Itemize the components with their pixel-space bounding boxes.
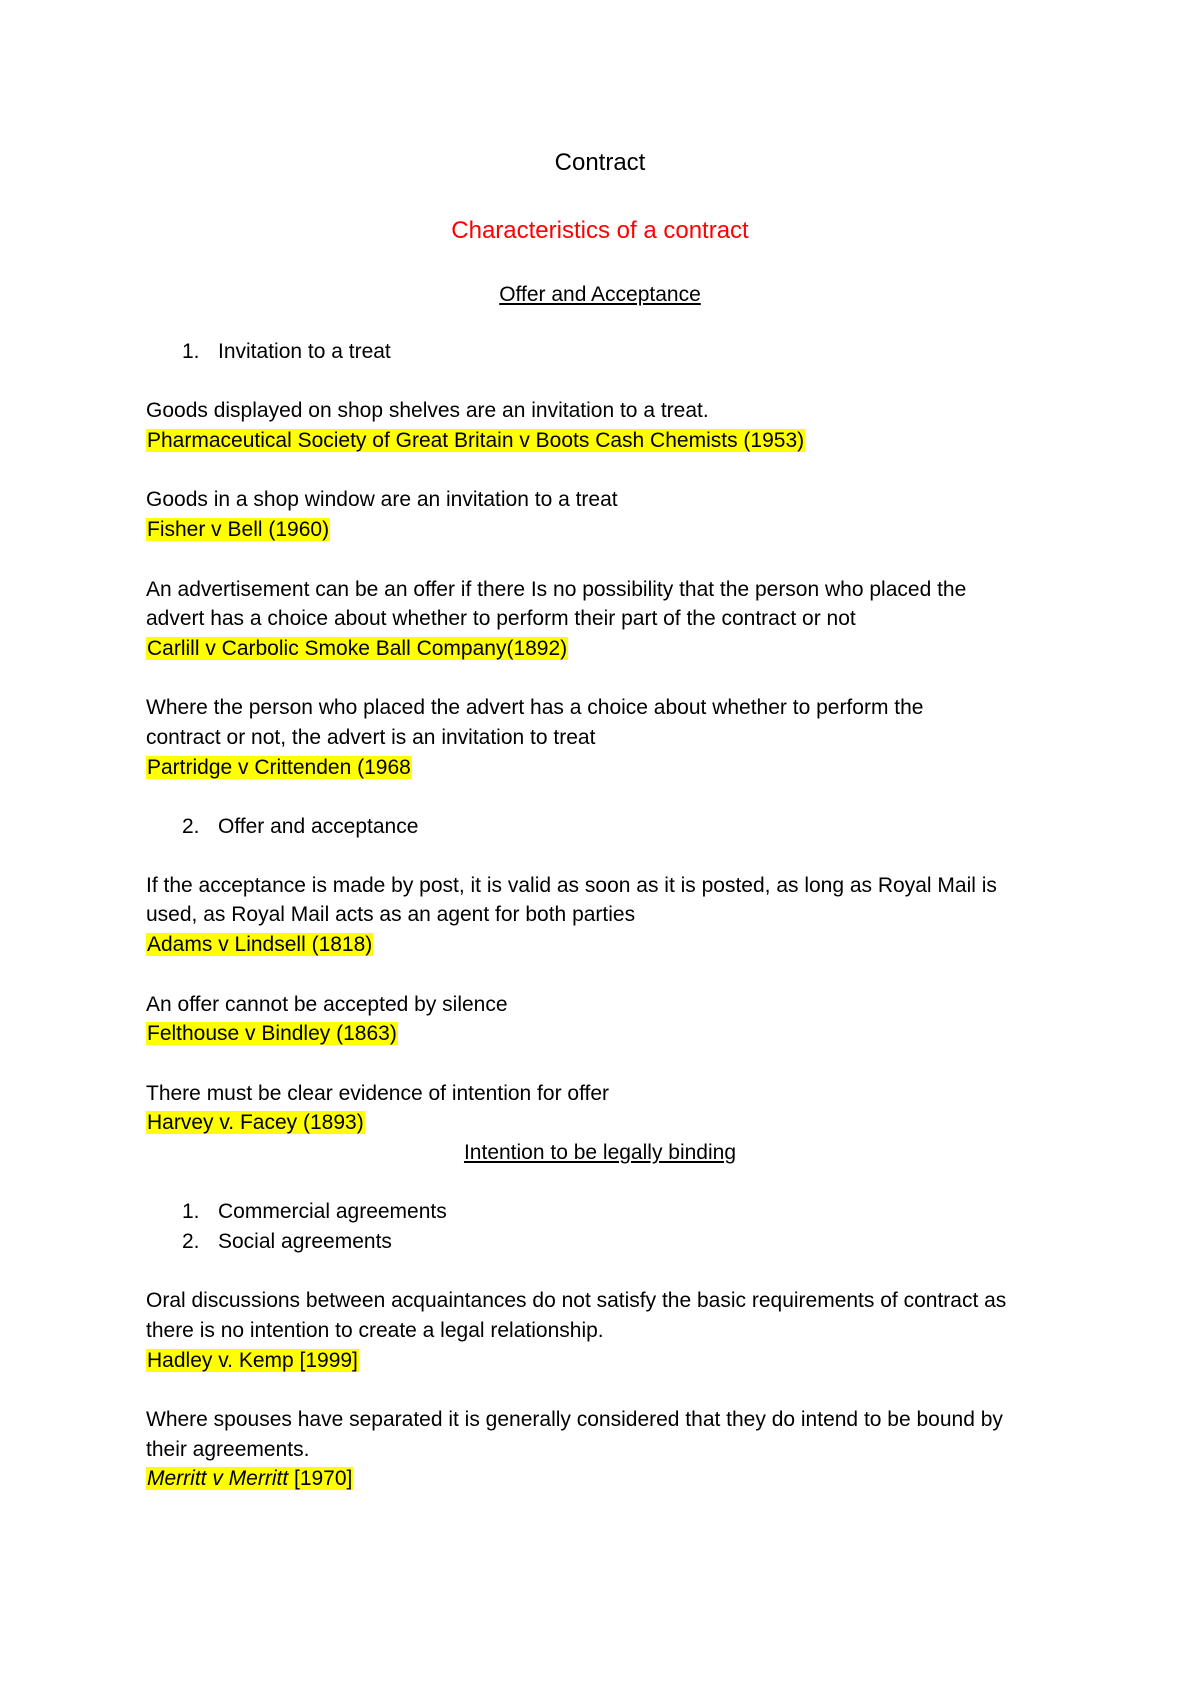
case-name-italic: Merritt v Merritt bbox=[147, 1467, 289, 1490]
section-heading-text: Intention to be legally binding bbox=[463, 1141, 737, 1164]
list-item bbox=[182, 337, 391, 367]
list-item-label: Offer and acceptance bbox=[218, 815, 419, 838]
paragraph-text: An offer cannot be accepted by silence bbox=[146, 993, 508, 1016]
highlighted-case: Felthouse v Bindley (1863) bbox=[147, 1022, 397, 1045]
list-item bbox=[182, 1197, 447, 1227]
case-citation bbox=[146, 930, 373, 960]
paragraph-text: there is no intention to create a legal relationship. bbox=[146, 1319, 604, 1342]
list-number: 2. bbox=[182, 1230, 200, 1253]
paragraph-text: There must be clear evidence of intention for offer bbox=[146, 1082, 610, 1105]
case-citation bbox=[146, 515, 330, 545]
case-citation bbox=[146, 1108, 365, 1138]
paragraph-text: Where spouses have separated it is generally considered that they do intend to be bound by bbox=[146, 1408, 1003, 1431]
case-citation bbox=[146, 426, 805, 456]
list-number: 2. bbox=[182, 815, 200, 838]
case-citation bbox=[146, 1346, 359, 1376]
paragraph-text: Goods in a shop window are an invitation to a treat bbox=[146, 488, 618, 511]
list-item-label: Social agreements bbox=[218, 1230, 392, 1253]
highlighted-case: Fisher v Bell (1960) bbox=[147, 518, 330, 541]
list-item-label: Invitation to a treat bbox=[218, 340, 391, 363]
list-number: 1. bbox=[182, 340, 200, 363]
highlighted-case: Partridge v Crittenden (1968 bbox=[147, 756, 411, 779]
paragraph-text: Where the person who placed the advert has a choice about whether to perform the bbox=[146, 696, 924, 719]
highlighted-case: Carlill v Carbolic Smoke Ball Company(1892) bbox=[147, 637, 568, 660]
highlighted-case: Hadley v. Kemp [1999] bbox=[147, 1349, 358, 1372]
paragraph-text: If the acceptance is made by post, it is valid as soon as it is posted, as long as Royal Mail is bbox=[146, 874, 997, 897]
paragraph-text: contract or not, the advert is an invitation to treat bbox=[146, 726, 596, 749]
paragraph-text: advert has a choice about whether to perform their part of the contract or not bbox=[146, 607, 856, 630]
case-citation bbox=[146, 753, 412, 783]
paragraph-text: their agreements. bbox=[146, 1438, 310, 1461]
list-item bbox=[182, 812, 418, 842]
highlighted-case: Adams v Lindsell (1818) bbox=[147, 933, 373, 956]
section-heading-intention bbox=[0, 1138, 1200, 1168]
section-heading-offer-acceptance bbox=[0, 280, 1200, 310]
document-subtitle: Characteristics of a contract bbox=[451, 217, 749, 244]
highlighted-case bbox=[146, 1467, 353, 1490]
case-year: [1970] bbox=[288, 1467, 353, 1490]
document-title: Contract bbox=[554, 149, 646, 176]
paragraph-text: used, as Royal Mail acts as an agent for both parties bbox=[146, 903, 636, 926]
list-item-label: Commercial agreements bbox=[218, 1200, 447, 1223]
case-citation bbox=[146, 1464, 353, 1494]
highlighted-case: Pharmaceutical Society of Great Britain v Boots Cash Chemists (1953) bbox=[147, 429, 805, 452]
list-number: 1. bbox=[182, 1200, 200, 1223]
list-item bbox=[182, 1227, 392, 1257]
case-citation bbox=[146, 634, 568, 664]
section-heading-text: Offer and Acceptance bbox=[499, 283, 701, 306]
paragraph-text: An advertisement can be an offer if there Is no possibility that the person who placed the bbox=[146, 578, 967, 601]
case-citation bbox=[146, 1019, 398, 1049]
highlighted-case: Harvey v. Facey (1893) bbox=[147, 1111, 364, 1134]
paragraph-text: Goods displayed on shop shelves are an invitation to a treat. bbox=[146, 399, 709, 422]
paragraph-text: Oral discussions between acquaintances do not satisfy the basic requirements of contract as bbox=[146, 1289, 1007, 1312]
